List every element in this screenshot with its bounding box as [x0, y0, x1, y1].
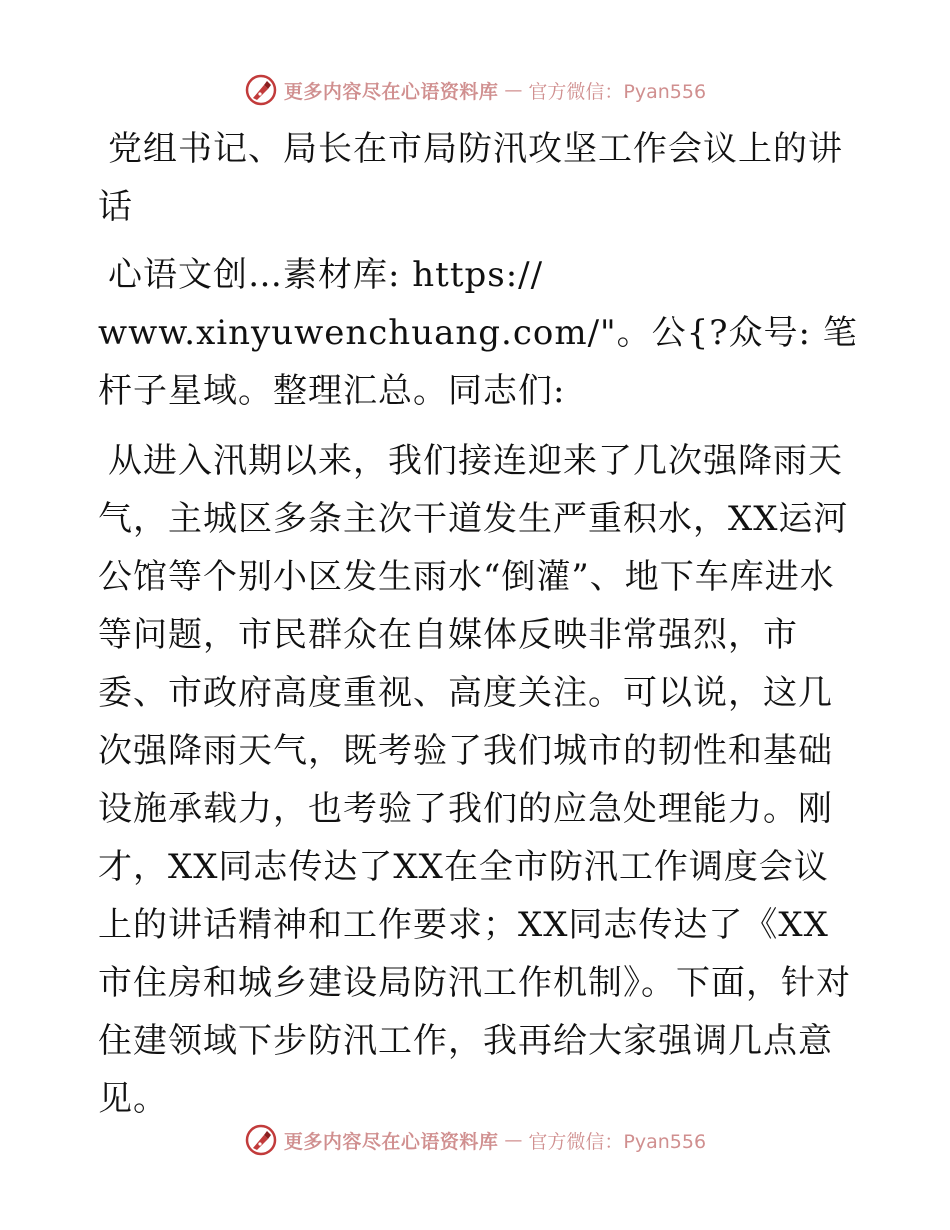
- watermark-site-text: 更多内容尽在心语资料库: [283, 1130, 499, 1153]
- source-line-2: www.xinyuwenchuang.com/"。公{?众号: 笔杆子星域。整理汇总。同志们:: [98, 313, 858, 411]
- pen-nib-logo-icon: [244, 1123, 278, 1157]
- header-watermark: [0, 70, 950, 110]
- footer-watermark: [0, 1120, 950, 1160]
- source-note: [98, 246, 858, 420]
- watermark-wechat-text: 官方微信：Pyan556: [528, 1130, 707, 1153]
- watermark-separator: —: [504, 79, 523, 101]
- document-title: 党组书记、局长在市局防汛攻坚工作会议上的讲话: [98, 129, 843, 227]
- source-line-1: 心语文创…素材库: https://: [108, 255, 544, 295]
- watermark-separator: —: [504, 1129, 523, 1151]
- pen-nib-logo-icon: [244, 73, 278, 107]
- document-body: [98, 120, 858, 1128]
- watermark-wechat-text: 官方微信：Pyan556: [528, 80, 707, 103]
- watermark-site-text: 更多内容尽在心语资料库: [283, 80, 499, 103]
- speech-paragraph: 从进入汛期以来，我们接连迎来了几次强降雨天气，主城区多条主次干道发生严重积水，XX运河公馆等个别小区发生雨水“倒灌”、地下车库进水等问题，市民群众在自媒体反映非常强烈，市委、市政府高度重视、高度关注。可以说，这几次强降雨天气，既考验了我们城市的韧性和基础设施承载力，也考验了我们的应急处理能力。刚才，XX同志传达了XX在全市防汛工作调度会议上的讲话精神和工作要求；XX同志传达了《XX市住房和城乡建设局防汛工作机制》。下面，针对住建领域下步防汛工作，我再给大家强调几点意见。: [98, 441, 851, 1119]
